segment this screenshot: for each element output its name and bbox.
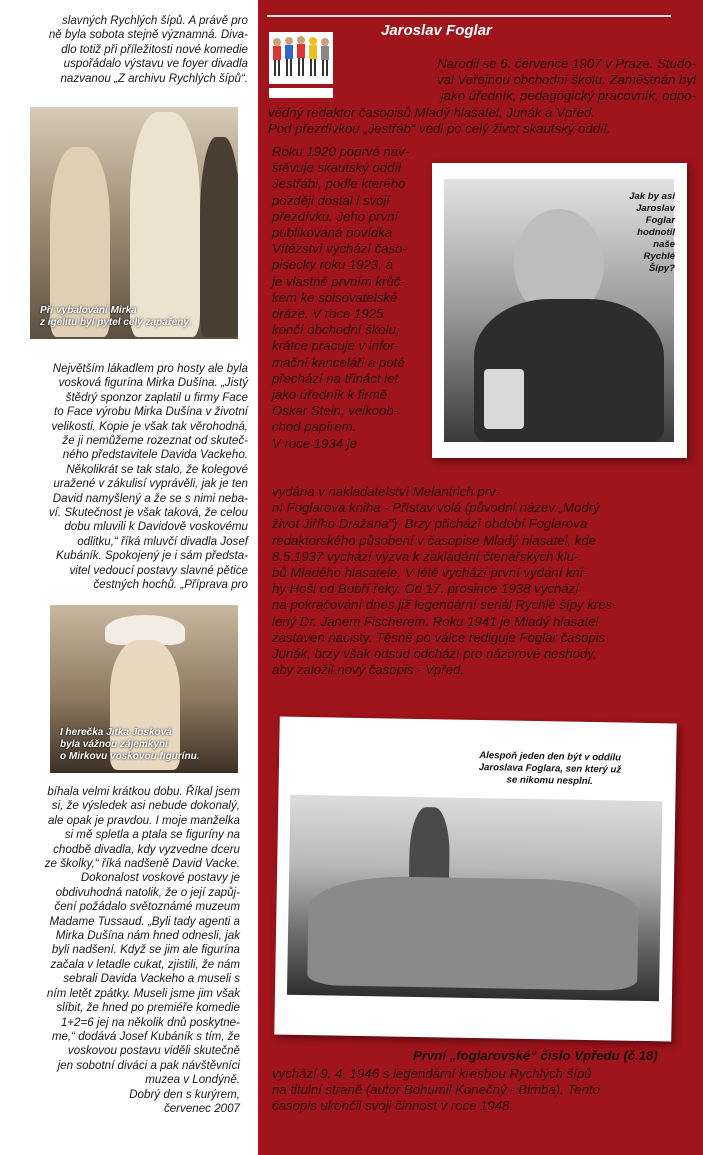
right-column bbox=[258, 0, 703, 1155]
article-heading: Jaroslav Foglar bbox=[381, 22, 492, 39]
intro-paragraph-full: vědný redaktor časopisů Mladý hlasatel, Junák a Vpřed. Pod přezdívkou „Jestřáb“ vedl po celý život skautský oddíl. bbox=[268, 105, 611, 137]
group-caption: Alespoň jeden den být v oddílu Jaroslava Foglara, sen který už se nikomu nesplní. bbox=[478, 750, 622, 788]
five-boys-icon bbox=[269, 28, 333, 98]
photo2-caption: I herečka Jitka Josková byla vážnou zájemkyní o Mirkovu voskovou figurínu. bbox=[60, 727, 200, 762]
pencil-cup bbox=[484, 369, 524, 429]
left-intro-paragraph: slavných Rychlých šípů. A právě pro ně byla sobota stejně významná. Diva- dlo totiž při příležitosti nové komedie uspořádalo výstavu ve foyer divadla nazvanou „Z archivu Rychlých šípů“. bbox=[48, 14, 248, 85]
group-boys bbox=[307, 875, 639, 991]
photo-actress bbox=[50, 605, 238, 773]
figure-wax-mirek bbox=[130, 112, 200, 337]
bottom-paragraph: vychází 9. 4. 1946 s legendární kresbou Rychlých šípů na titulní straně (autor Bohumil Konečný - Bimba). Tento časopis ukončil svoji činnost v roce 1948. bbox=[272, 1066, 600, 1114]
main-paragraph: vydána v nakladatelství Melantrich prv- ní Foglarova kniha - Přístav volá (původní název „Modrý život Jiřího Dražana“). Brzy přichází období Foglarova redaktorského působení v časopise Mladý hlasatel, kde 8.5.1937 vychází výzva k zakládání čtenářských klu- bů Mladého hlasatele. V létě vychází první vydání kni- hy Hoši od Bobří řeky. Od 17. prosince 1938 vychází na pokračování dnes již legendární seriál Rychlé šípy kres- lený Dr. Janem Fischerem. Roku 1941 je Mladý hlasatel zastaven nacisty. Těsně po válce rediguje Foglar časopis Junák, brzy však odsud odchází pro názorové neshody, aby založil nový časopis - Vpřed. bbox=[272, 484, 617, 678]
left-column bbox=[0, 0, 258, 1155]
rychle-sipy-logo bbox=[269, 28, 333, 98]
figure-man-right bbox=[200, 137, 238, 337]
left-paragraph-2: Největším lákadlem pro hosty ale byla vosková figurína Mirka Dušína. „Jistý štědrý sponzor zaplatil u firmy Face to Face výrobu Mirka Dušína v životní velikosti. Kopie je však tak věrohodná, že ji nemůžeme rozeznat od skuteč- ného představitele Davida Vackeho. Několikrát se tak stalo, že kolegové uražené v zákulisí vyprávěli, jak je ten David namyšlený a že se s nimi neba- ví. Skutečnost je však taková, že celou dobu mluvili k Davidově voskovému odlitku,“ říká mluvčí divadla Josef Kubáník. Spokojený je i sám předsta- vitel vedoucí postavy slavné pětice čestných hochů. „Příprava pro bbox=[48, 362, 248, 592]
wrap-paragraph: Roku 1920 poprvé nav- štěvuje skautský oddíl Jestřábi, podle kterého později dostal i svoji přezdívku. Jeho první publikovaná povídka Vítězství vychází časo- pisecky roku 1923, a je vlastně prvním krůč- kem ke spisovatelské dráze. V roce 1925 končí obchodní školu, krátce pracuje v infor- mační kanceláři a poté přechází na třináct let jako úředník k firmě Oskar Stein, velkoob- chod papírem. V roce 1934 je bbox=[272, 144, 410, 451]
photo-unwrapping-figure bbox=[30, 107, 238, 339]
portrait-caption: Jak by asi Jaroslav Foglar hodnotil naše Rychlé Šípy? bbox=[629, 191, 675, 274]
foglar-portrait-frame bbox=[432, 163, 687, 458]
group-photo bbox=[287, 795, 662, 1001]
group-photo-frame bbox=[274, 717, 676, 1042]
photo1-caption: Při vybalování Mirka z igelitu byl pytel celý zapařený. bbox=[40, 305, 192, 328]
divider-line bbox=[267, 15, 671, 17]
bottom-caption: První „foglarovské“ číslo Vpředu (č.18) bbox=[413, 1048, 658, 1063]
left-paragraph-3: bíhala velmi krátkou dobu. Říkal jsem si, že výsledek asi nebude dokonalý, ale opak je pravdou. I moje manželka si mě spletla a ptala se figuríny na chodbě divadla, kdy vyzvedne dceru ze školky,“ říká nadšeně David Vacke. Dokonalost voskové postavy je obdivuhodná natolik, že o její zapůj- čení požádalo světoznámé muzeum Madame Tussaud. „Byli tady agenti a Mirka Dušína nám hned odnesli, jak byli nadšení. Když se jim ale figurína začala v letadle cukat, zjistili, že nám sebrali Davida Vackeho a museli s ním letět zpátky. Museli jsme jim však slíbit, že hned po premiéře komedie 1+2=6 jej na několik dnů poskytne- me,“ dodává Josef Kubáník s tím, že voskovou postavu viděli skutečně jen sobotní diváci a pak návštěvníci muzea v Londýně. Dobrý den s kurýrem, červenec 2007 bbox=[44, 785, 240, 1115]
intro-paragraph-indented: Narodil se 6. července 1907 v Praze. Studo- val Veřejnou obchodní školu. Zaměstnán byl jako úředník, pedagogický pracovník, odpo- bbox=[436, 56, 696, 104]
